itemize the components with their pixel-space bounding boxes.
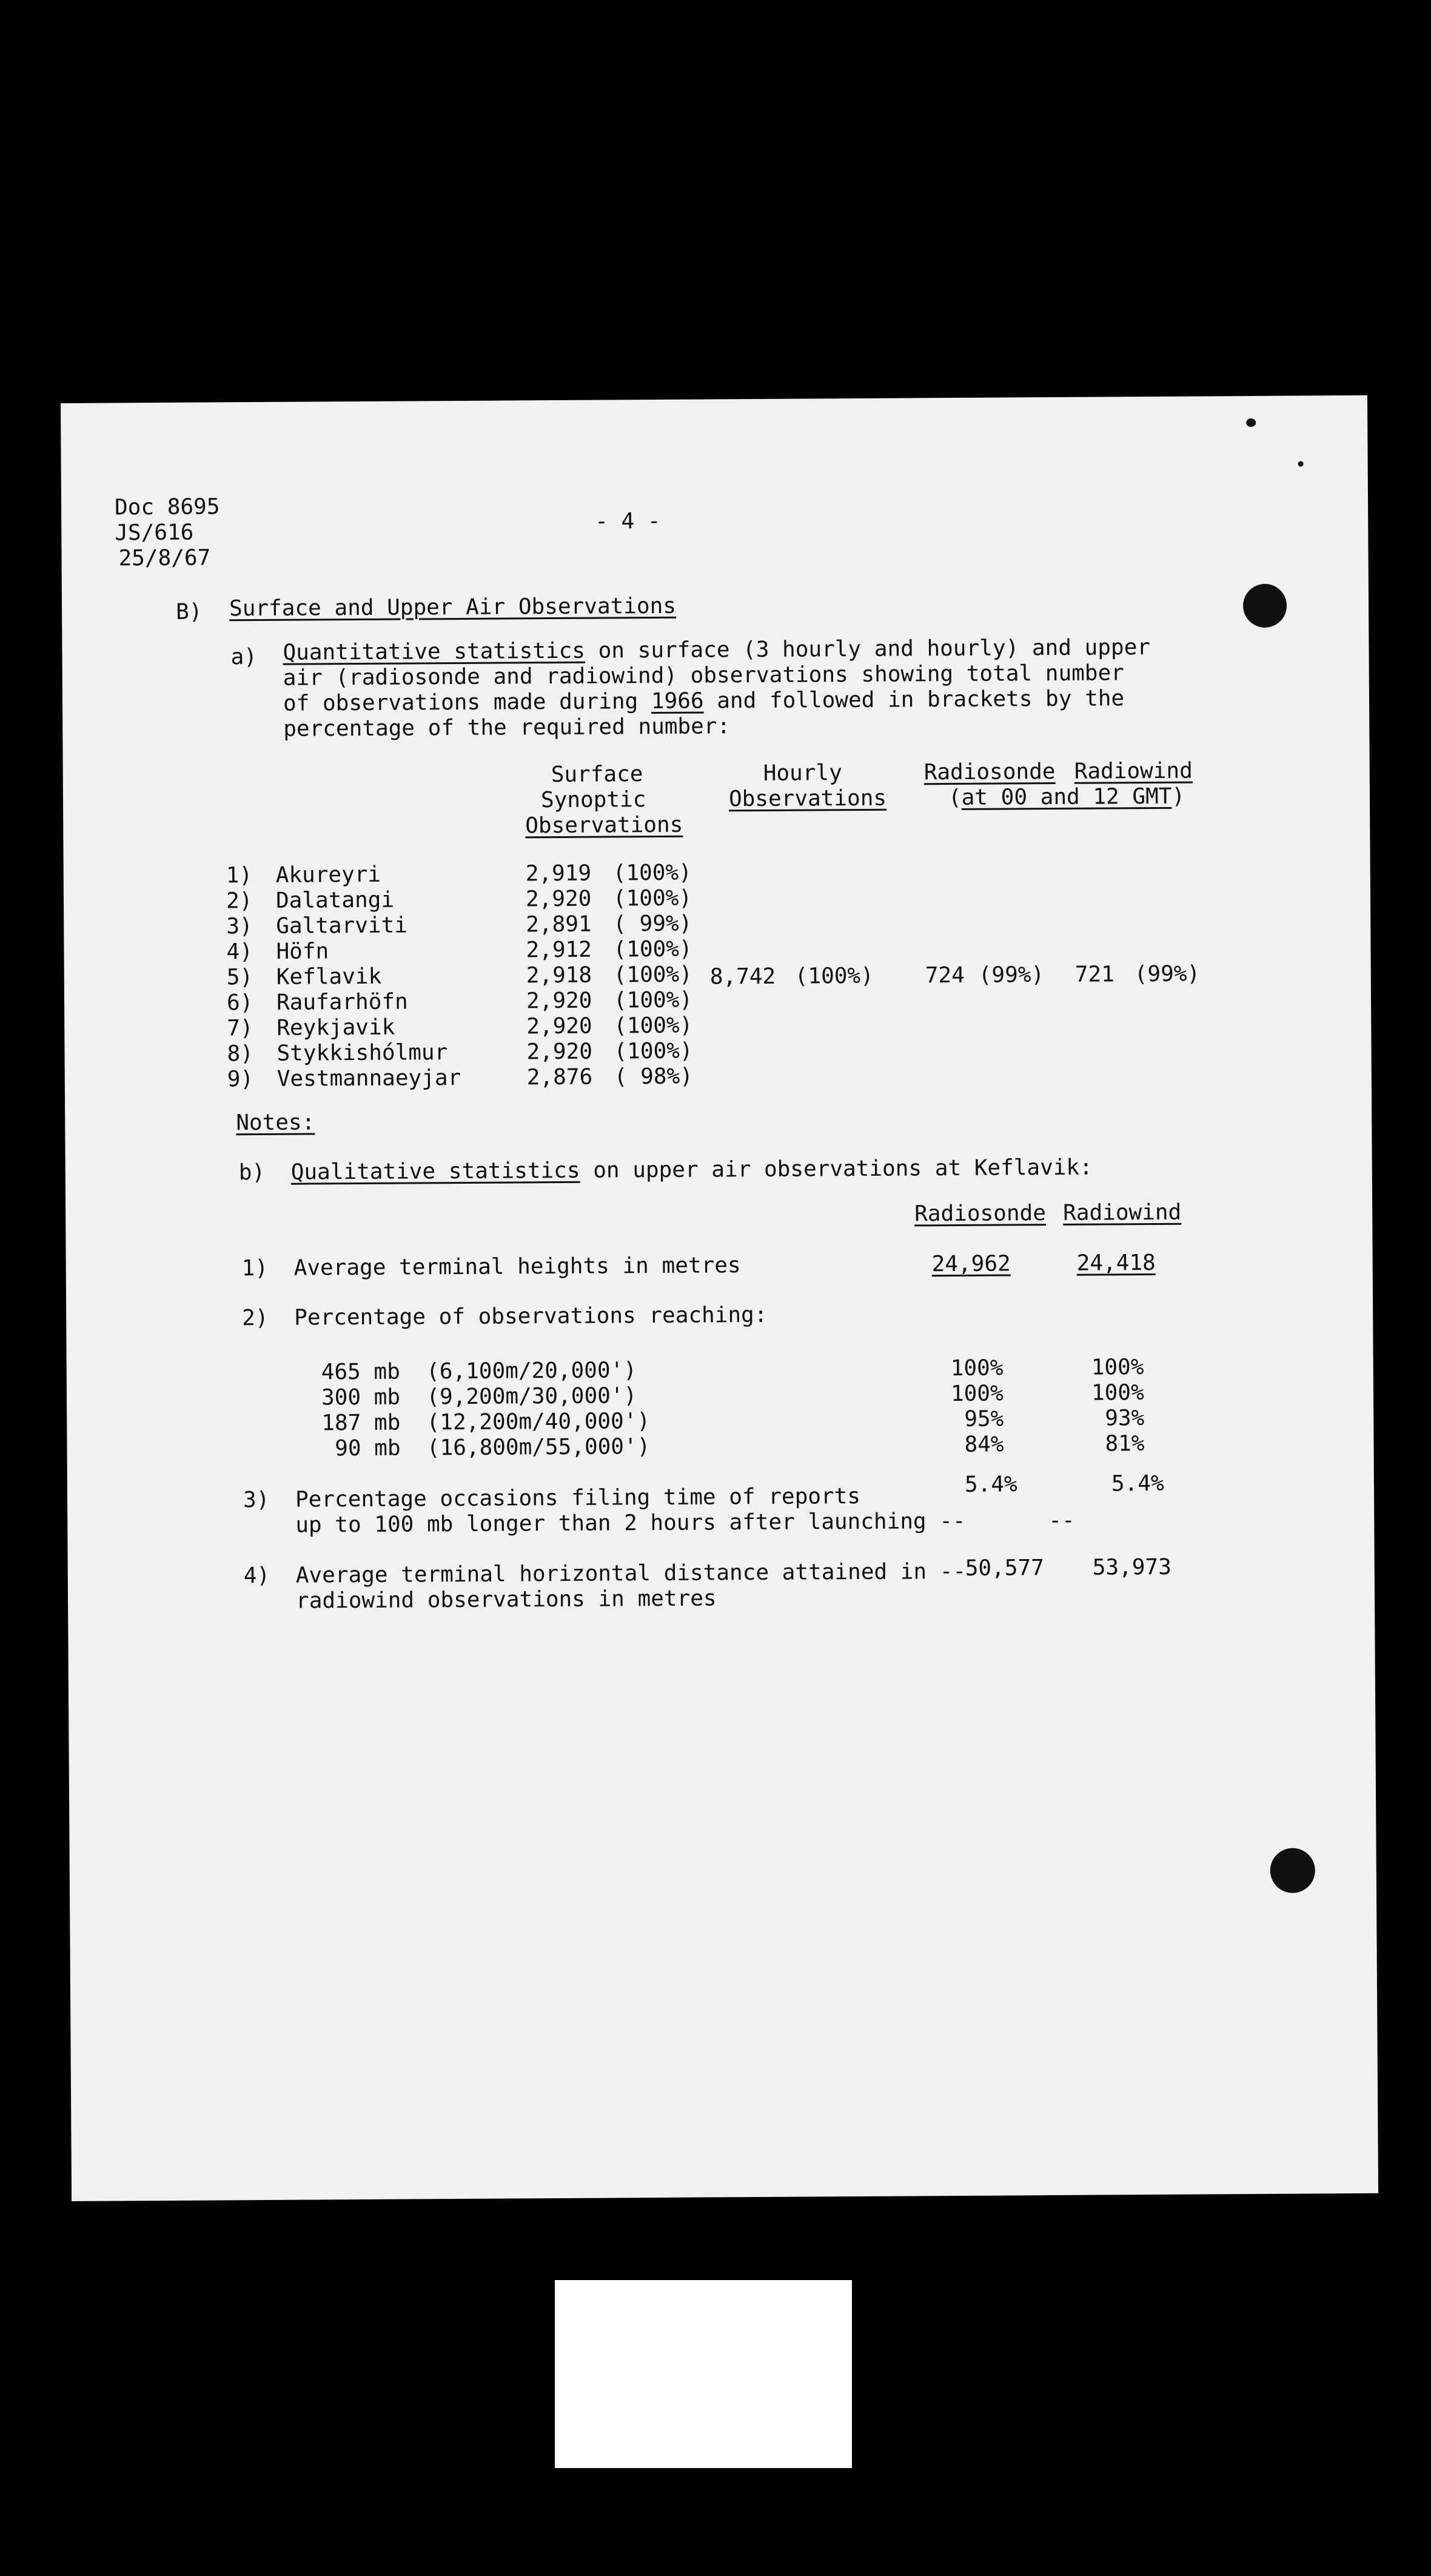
station-count: 2,876 <box>526 1064 593 1090</box>
station-pct: (100%) <box>613 987 693 1013</box>
col-surface-line2: Synoptic <box>540 787 646 813</box>
b-item2-text: Percentage of observations reaching: <box>294 1302 768 1330</box>
b-item3-number: 3) <box>243 1487 270 1513</box>
station-row: 1) <box>226 863 253 888</box>
station-row: 8) <box>227 1041 254 1067</box>
para-b-line: Qualitative statistics on upper air observations at Keflavik: <box>290 1155 1093 1185</box>
station-count: 2,920 <box>526 1013 592 1039</box>
station-count: 2,920 <box>526 988 592 1014</box>
col-surface-line1: Surface <box>551 762 643 788</box>
col-surface-line3: Observations <box>525 812 683 839</box>
col-radiosonde: Radiosonde <box>923 759 1056 785</box>
col-radiowind: Radiowind <box>1074 758 1193 784</box>
level-label: 300 mb (9,200m/30,000') <box>321 1383 637 1410</box>
keflavik-radiowind-pct: (99%) <box>1134 961 1201 987</box>
para-a-line-2: air (radiosonde and radiowind) observations showing total number <box>283 660 1125 691</box>
keflavik-radiosonde: 724 <box>925 962 965 988</box>
station-pct: (100%) <box>612 860 692 886</box>
b-col-radiowind: Radiowind <box>1063 1199 1182 1226</box>
para-a-line-3: of observations made during 1966 and followed in brackets by the <box>283 686 1125 716</box>
level-radiosonde: 100% <box>950 1381 1004 1407</box>
b-item1-number: 1) <box>241 1255 269 1281</box>
section-title: Surface and Upper Air Observations <box>229 593 677 622</box>
page-number: - 4 - <box>595 508 661 534</box>
level-radiosonde: 84% <box>964 1432 1004 1457</box>
level-radiowind: 81% <box>1105 1431 1145 1457</box>
notes-label: Notes: <box>236 1110 315 1136</box>
level-radiowind: 100% <box>1091 1355 1144 1380</box>
b-item4-line2: radiowind observations in metres <box>295 1586 717 1614</box>
b-item3-dash: -- <box>1048 1508 1075 1534</box>
station-name: Vestmannaeyjar <box>276 1065 461 1092</box>
js-reference: JS/616 <box>115 520 194 546</box>
doc-number: Doc 8695 <box>114 494 220 520</box>
col-hourly-line2: Observations <box>728 785 887 812</box>
station-name: Galtarviti <box>276 913 408 939</box>
section-letter: B) <box>175 599 203 625</box>
level-radiosonde: 100% <box>950 1355 1004 1381</box>
station-count: 2,918 <box>526 962 592 988</box>
year: 1966 <box>651 688 704 714</box>
station-row: 2) <box>226 888 253 914</box>
keflavik-hourly-pct: (100%) <box>794 963 874 989</box>
station-row: 4) <box>226 939 253 965</box>
station-count: 2,891 <box>526 911 592 937</box>
b-item1-radiosonde: 24,962 <box>931 1251 1011 1277</box>
station-pct: ( 99%) <box>613 911 692 937</box>
b-item4-number: 4) <box>243 1563 270 1589</box>
b-item3-line1: Percentage occasions filing time of reports <box>295 1483 861 1512</box>
keflavik-radiowind: 721 <box>1074 962 1114 987</box>
col-time-note: (at 00 and 12 GMT) <box>948 783 1185 811</box>
b-item4-radiosonde: 50,577 <box>965 1555 1044 1581</box>
station-name: Raufarhöfn <box>276 989 408 1015</box>
b-col-radiosonde: Radiosonde <box>914 1201 1047 1227</box>
para-a-line-4: percentage of the required number: <box>283 714 731 742</box>
level-label: 90 mb (16,800m/55,000') <box>321 1434 651 1461</box>
blank-label-card <box>555 2280 852 2468</box>
punch-hole-bottom <box>1270 1848 1315 1893</box>
station-pct: (100%) <box>612 885 692 911</box>
b-item4-radiowind: 53,973 <box>1092 1554 1171 1580</box>
col-hourly-line1: Hourly <box>763 760 842 786</box>
b-item1-text: Average terminal heights in metres <box>293 1253 741 1281</box>
para-a-letter: a) <box>230 645 258 670</box>
station-pct: ( 98%) <box>614 1064 693 1090</box>
station-name: Keflavik <box>276 964 382 990</box>
station-name: Stykkishólmur <box>276 1040 448 1066</box>
document-page <box>61 395 1378 2201</box>
station-count: 2,912 <box>526 937 592 963</box>
b-item4-line1: Average terminal horizontal distance attained in -- <box>295 1558 967 1588</box>
level-radiowind: 100% <box>1091 1380 1144 1406</box>
station-row: 9) <box>227 1067 254 1092</box>
ink-dot <box>1246 418 1256 427</box>
station-pct: (100%) <box>613 936 692 962</box>
station-pct: (100%) <box>614 1038 693 1064</box>
station-pct: (100%) <box>614 1013 693 1039</box>
document-date: 25/8/67 <box>118 545 211 571</box>
station-count: 2,920 <box>525 886 592 912</box>
station-row: 7) <box>227 1016 253 1041</box>
station-row: 6) <box>226 990 253 1016</box>
b-item3-line2: up to 100 mb longer than 2 hours after launching -- <box>295 1508 966 1538</box>
punch-hole-top <box>1243 584 1287 628</box>
b-item3-radiosonde: 5.4% <box>964 1472 1017 1497</box>
station-name: Höfn <box>276 939 329 964</box>
station-name: Dalatangi <box>275 887 395 913</box>
level-radiosonde: 95% <box>964 1406 1004 1432</box>
station-pct: (100%) <box>613 962 692 988</box>
b-item1-radiowind: 24,418 <box>1076 1250 1156 1276</box>
b-item2-number: 2) <box>242 1305 269 1331</box>
level-radiowind: 93% <box>1105 1406 1145 1431</box>
b-item3-radiowind: 5.4% <box>1111 1471 1164 1497</box>
station-name: Reykjavik <box>276 1015 395 1041</box>
keflavik-radiosonde-pct: (99%) <box>978 962 1045 988</box>
level-label: 187 mb (12,200m/40,000') <box>321 1409 651 1436</box>
keflavik-hourly: 8,742 <box>709 964 776 990</box>
station-count: 2,919 <box>525 860 592 887</box>
station-name: Akureyri <box>275 862 381 888</box>
station-count: 2,920 <box>526 1039 593 1065</box>
para-a-line-1: Quantitative statistics on surface (3 hourly and hourly) and upper <box>283 635 1151 665</box>
ink-dot <box>1298 461 1304 466</box>
para-b-letter: b) <box>238 1159 266 1186</box>
level-label: 465 mb (6,100m/20,000') <box>321 1358 637 1385</box>
station-row: 3) <box>226 914 253 939</box>
station-row: 5) <box>226 965 253 990</box>
